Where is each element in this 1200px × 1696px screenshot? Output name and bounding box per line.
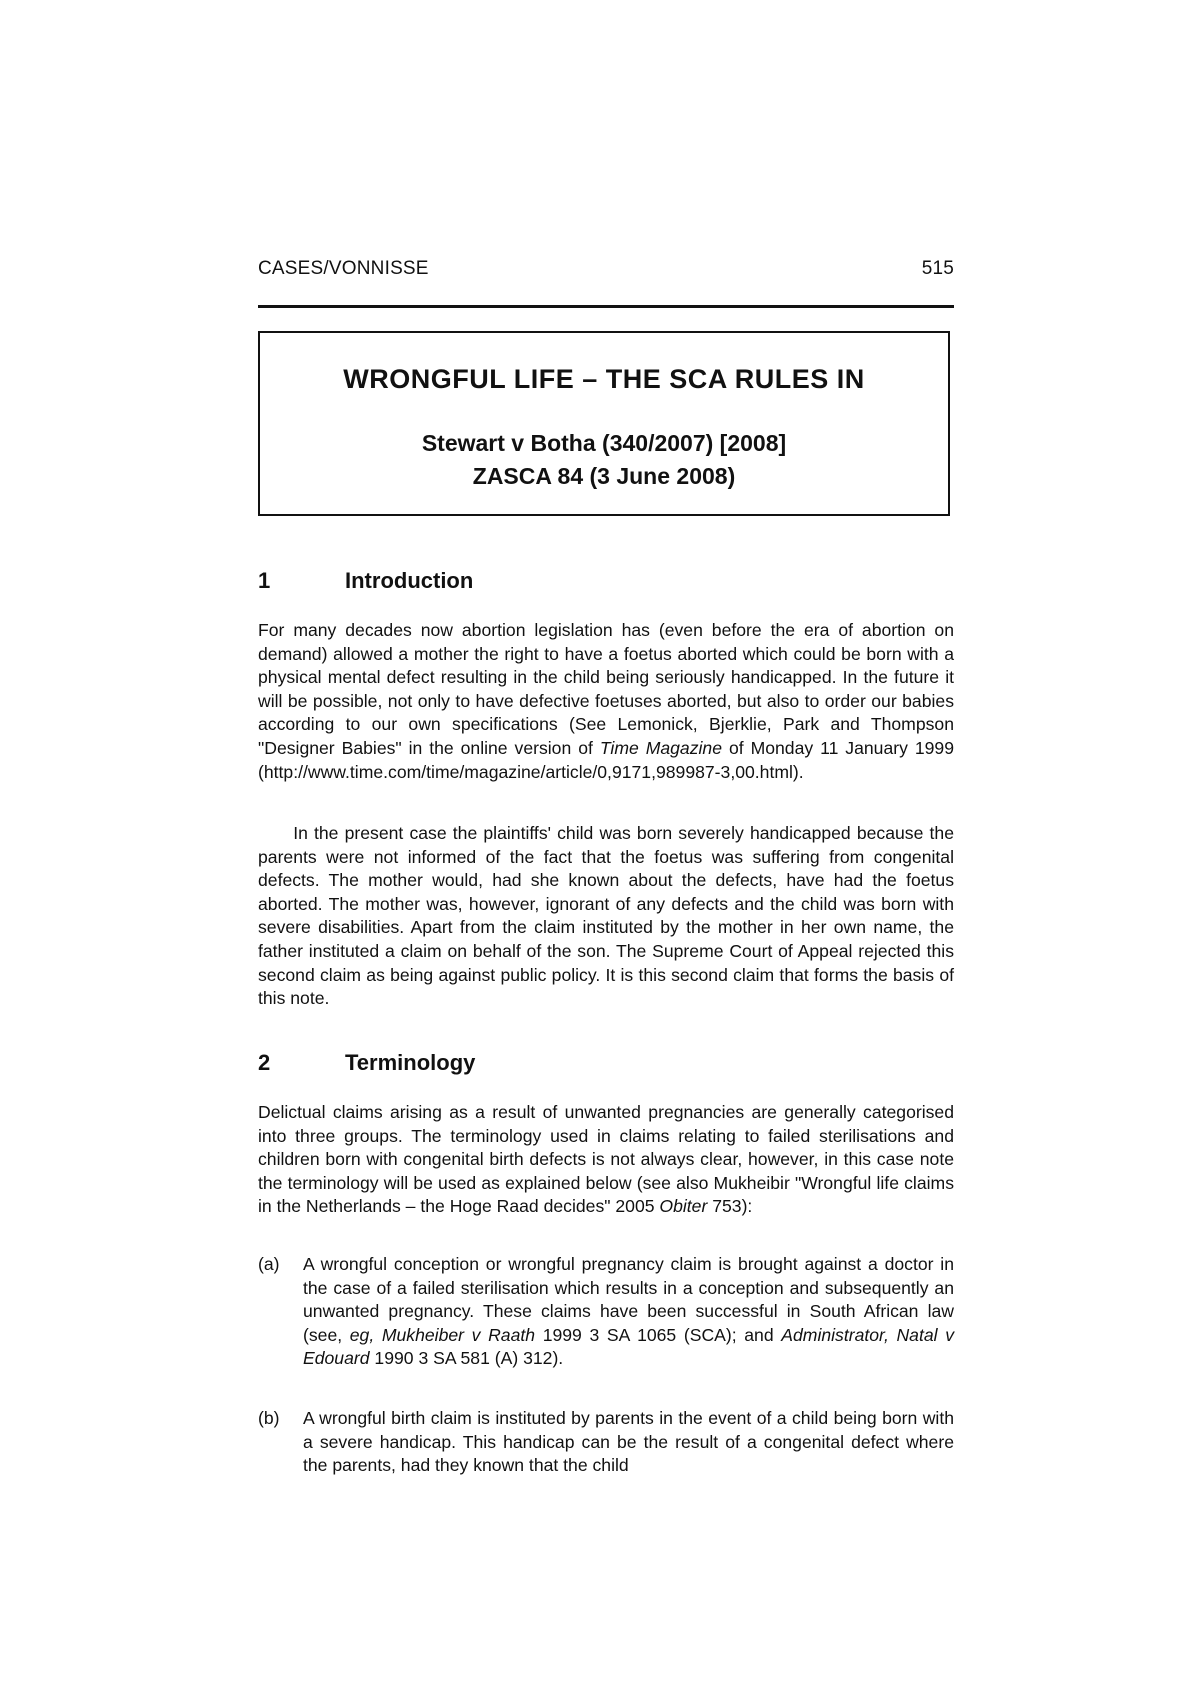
page-number: 515 [921, 258, 954, 279]
case-citation-line2: ZASCA 84 (3 June 2008) [472, 463, 736, 489]
title-box [258, 331, 950, 516]
paragraph-intro-2: In the present case the plaintiffs' child was born severely handicapped because the parents were not informed of the fact that the foetus was suffering from congenital defects. The mother would, had she known about the defects, have had the foetus aborted. The mother was, however, ignorant of any defects and the child was born with severe disabilities. Apart from the claim instituted by the mother in her own name, the father instituted a claim on behalf of the son. The Supreme Court of Appeal rejected this second claim as being against public policy. It is this second claim that forms the basis of this note. [258, 823, 954, 1009]
section-title: Introduction [345, 568, 474, 593]
italic-text: Administrator, Natal v Edouard [303, 1324, 954, 1369]
section-heading-terminology [258, 1050, 475, 1076]
section-heading-introduction [258, 568, 473, 594]
article-title: WRONGFUL LIFE – THE SCA RULES IN [343, 364, 865, 394]
paragraph-intro-1 [258, 619, 954, 784]
paragraph-text: of Monday 11 January 1999 (http://www.time.com/time/magazine/article/0,9171,989987-3,00.html). [258, 737, 954, 782]
italic-text: Obiter [659, 1196, 708, 1217]
italic-text: eg, Mukheiber v Raath [349, 1324, 536, 1345]
list-text-part: A wrongful conception or wrongful pregnancy claim is brought against a doctor in the case of a failed sterilisation which results in a conception and subsequently an unwanted pregnancy. These claims have been successful in South African law (see, [303, 1254, 954, 1345]
list-text-part: 1999 3 SA 1065 (SCA); and [535, 1324, 782, 1345]
running-title: CASES/VONNISSE [258, 258, 429, 279]
paragraph-text: Delictual claims arising as a result of unwanted pregnancies are generally categorised into three groups. The terminology used in claims relating to failed sterilisations and children born with congenital birth defects is not always clear, however, in this case note the terminology will be used as explained below (see also Mukheibir "Wrongful life claims in the Netherlands – the Hoge Raad decides" 2005 [258, 1102, 954, 1217]
header-rule [258, 305, 954, 308]
italic-text: Time Magazine [599, 737, 722, 758]
case-citation [260, 427, 948, 493]
list-item-text: A wrongful birth claim is instituted by parents in the event of a child being born with a severe handicap. This handicap can be the result of a congenital defect where the parents, had they known that the child [303, 1408, 954, 1476]
list-marker: (a) [258, 1254, 280, 1274]
list-marker: (b) [258, 1408, 280, 1428]
section-number: 1 [258, 568, 271, 593]
paragraph-text: For many decades now abortion legislation has (even before the era of abortion on demand) allowed a mother the right to have a foetus aborted which could be born with a physical mental defect resulting in the child being seriously handicapped. In the future it will be possible, not only to have defective foetuses aborted, but also to order our babies according to our own specifications (See Lemonick, Bjerklie, Park and Thompson "Designer Babies" in the online version of [258, 620, 954, 758]
section-number: 2 [258, 1050, 271, 1075]
section-title: Terminology [345, 1050, 476, 1075]
list-item-text [303, 1253, 954, 1371]
paragraph-terminology-1 [258, 1101, 954, 1219]
case-citation-line1: Stewart v Botha (340/2007) [2008] [421, 430, 787, 456]
list-text-part: 1990 3 SA 581 (A) 312). [369, 1348, 564, 1369]
paragraph-text: 753): [707, 1196, 753, 1217]
running-header [258, 258, 954, 280]
